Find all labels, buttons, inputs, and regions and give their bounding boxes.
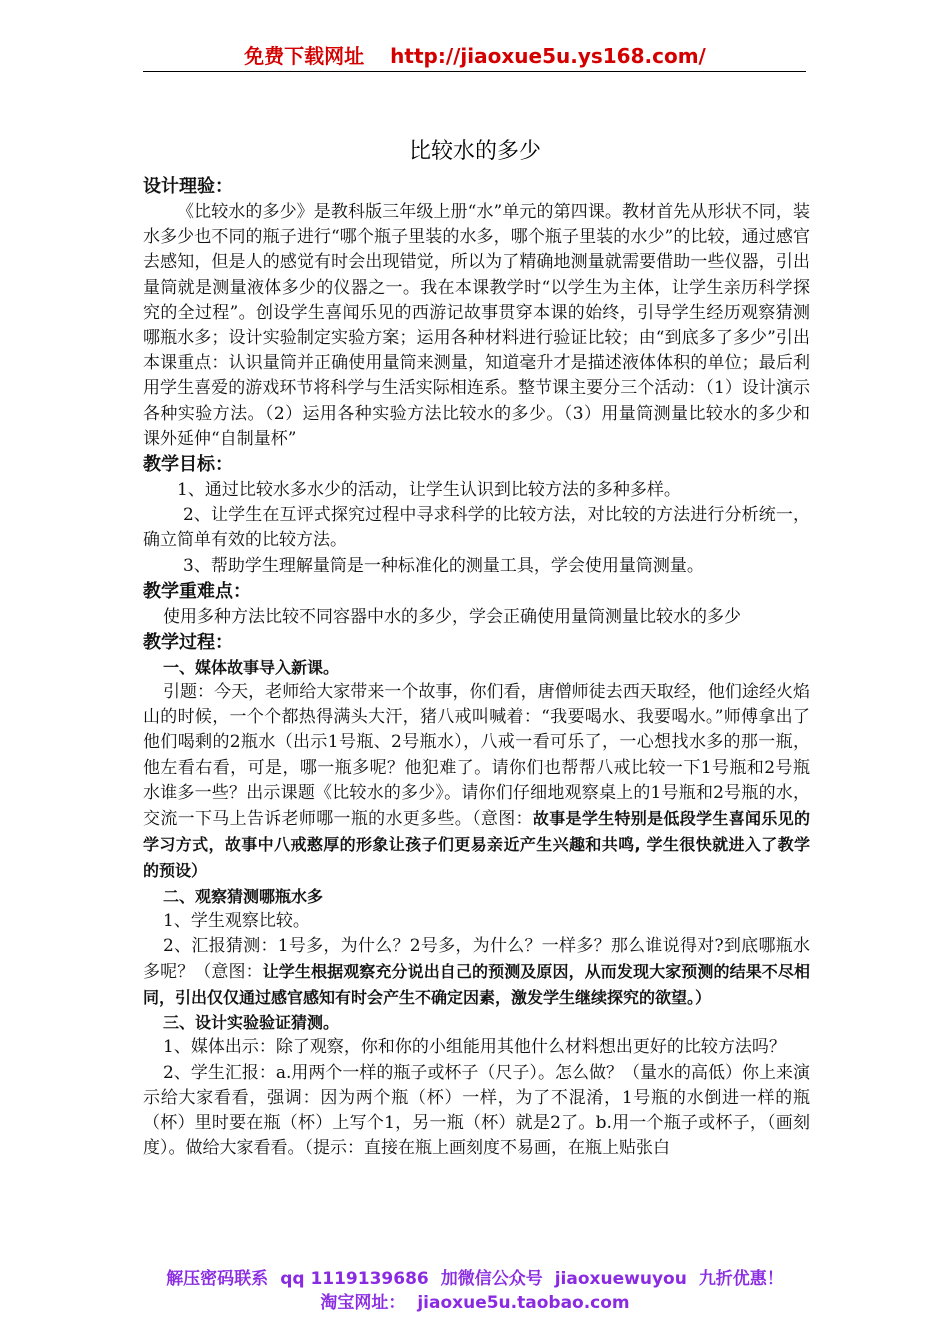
- step3-title: 三、设计实验验证猜测。: [163, 1013, 340, 1033]
- page-title: 比较水的多少: [408, 139, 541, 164]
- footer-shop: [0, 1288, 950, 1313]
- footer-discount: 九折优惠！: [698, 1269, 784, 1289]
- goals-heading: 教学目标：: [143, 454, 233, 476]
- process-heading: 教学过程：: [143, 632, 233, 654]
- goal-item: 1、通过比较水多水少的活动，让学生认识到比较方法的多种多样。: [177, 480, 681, 501]
- document-body: [143, 174, 810, 1162]
- key-heading: 教学重难点：: [143, 580, 251, 602]
- step3-item: 1、媒体出示：除了观察，你和你的小组能用其他什么材料想出更好的比较方法吗？: [163, 1037, 786, 1058]
- step2-text: 2、汇报猜测：1号多，为什么？2号多，为什么？一样多？那么谁说得对?到底哪瓶水多呢？（意图：: [143, 935, 810, 983]
- footer-shop-link[interactable]: jiaoxue5u.taobao.com: [417, 1293, 630, 1313]
- design-heading: 设计理验：: [143, 176, 233, 197]
- step1-text: 引题：今天，老师给大家带来一个故事，你们看，唐僧师徒去西天取经，他们途经火焰山的时候，一个个都热得满头大汗，猪八戒叫喊着：“我要喝水、我要喝水。”师傅拿出了他们喝剩的2瓶水（出示1号瓶、2号瓶水），八戒一看可乐了，一心想找水多的那一瓶，他左看右看，可是，哪一瓶多呢？他犯难了。请你们也帮帮八戒比较一下1号瓶和2号瓶水谁多一些？出示课题《比较水的多少》。请你们仔细地观察桌上的1号瓶和2号瓶的水，交流一下马上告诉老师哪一瓶的水更多些。（意图：: [143, 682, 810, 830]
- step2-title: 二、观察猜测哪瓶水多: [163, 886, 324, 906]
- header-url-link[interactable]: http://jiaoxue5u.ys168.com/: [390, 44, 706, 68]
- footer-shop-label: 淘宝网址：: [320, 1293, 406, 1313]
- design-paragraph: 《比较水的多少》是教科版三年级上册“水”单元的第四课。教材首先从形状不同，装水多少也不同的瓶子进行“哪个瓶子里装的水多，哪个瓶子里装的水少”的比较，通过感官去感知，但是人的感觉有时会出现错觉，所以为了精确地测量就需要借助一些仪器，引出量筒就是测量液体多少的仪器之一。我在本课教学时“以学生为主体，让学生亲历科学探究的全过程”。创设学生喜闻乐见的西游记故事贯穿本课的始终，引导学生经历观察猜测哪瓶水多；设计实验制定实验方案；运用各种材料进行验证比较；由“到底多了多少”引出本课重点：认识量筒并正确使用量筒来测量，知道毫升才是描述液体体积的单位；最后利用学生喜爱的游戏环节将科学与生活实际相连系。整节课主要分三个活动：（1）设计演示各种实验方法。（2）运用各种实验方法比较水的多少。（3）用量筒测量比较水的多少和课外延伸“自制量杯”: [143, 202, 810, 449]
- step2-paragraph: [143, 934, 810, 1012]
- step3-item: 2、学生汇报：a.用两个一样的瓶子或杯子（尺子）。怎么做？（量水的高低）你上来演示给大家看看，强调：因为两个瓶（杯）一样，为了不混淆，1号瓶的水倒进一样的瓶（杯）里时要在瓶（杯）上写个1，另一瓶（杯）就是2了。b.用一个瓶子或杯子，（画刻度）。做给大家看看。（提示：直接在瓶上画刻度不易画，在瓶上贴张白: [143, 1062, 810, 1159]
- footer-text: 加微信公众号: [440, 1269, 543, 1289]
- footer-qq: qq 1119139686: [280, 1269, 429, 1289]
- step2-intent: 让学生根据观察充分说出自己的预测及原因，从而发现大家预测的结果不尽相同，引出仅仅通过感官感知有时会产生不确定因素，激发学生继续探究的欲望。）: [143, 962, 810, 1008]
- goal-item: 2、让学生在互评式探究过程中寻求科学的比较方法，对比较的方法进行分析统一，确立简单有效的比较方法。: [143, 505, 810, 551]
- goal-item: 3、帮助学生理解量筒是一种标准化的测量工具，学会使用量筒测量。: [183, 555, 704, 576]
- key-paragraph: 使用多种方法比较不同容器中水的多少，学会正确使用量筒测量比较水的多少: [163, 606, 741, 627]
- step2-item: 1、学生观察比较。: [163, 910, 310, 931]
- header-label: 免费下载网址: [244, 44, 365, 68]
- step1-paragraph: [143, 680, 810, 885]
- footer-contact: [0, 1264, 950, 1289]
- download-header: [0, 40, 950, 69]
- footer-text: 解压密码联系: [166, 1269, 269, 1289]
- step1-title: 一、媒体故事导入新课。: [163, 658, 340, 678]
- step1-intent: 故事是学生特别是低段学生喜闻乐见的学习方式，故事中八戒憨厚的形象让孩子们更易亲近产生兴趣和共鸣, 学生很快就进入了教学的预设）: [143, 809, 810, 881]
- footer-wechat: jiaoxuewuyou: [554, 1269, 687, 1289]
- header-divider: [143, 71, 806, 72]
